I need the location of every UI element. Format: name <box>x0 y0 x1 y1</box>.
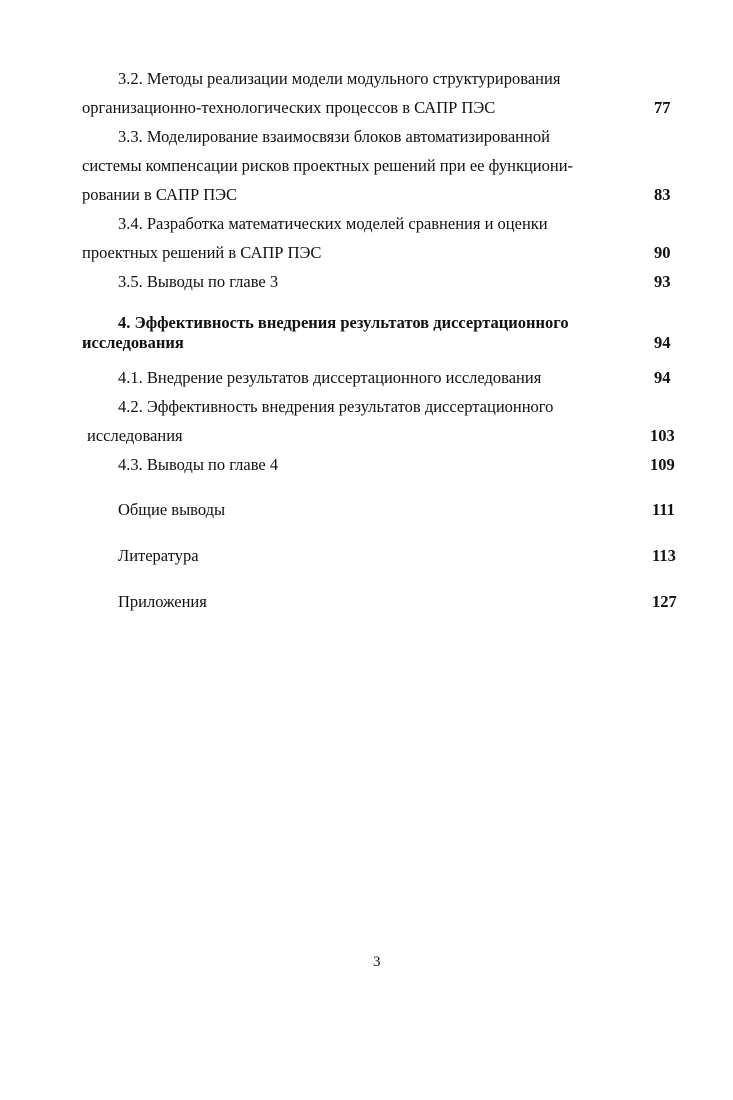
toc-3-3-page: 83 <box>654 185 671 204</box>
toc-chapter-4-line-1: 4. Эффективность внедрения результатов диссертационного <box>118 313 569 332</box>
toc-3-4-line-1: 3.4. Разработка математических моделей сравнения и оценки <box>118 214 548 233</box>
toc-3-5-page: 93 <box>654 272 671 291</box>
toc-literature: Литература <box>118 546 199 565</box>
toc-general-conclusions: Общие выводы <box>118 500 226 519</box>
toc-3-4-line-2: проектных решений в САПР ПЭС <box>82 243 322 262</box>
toc-literature-page: 113 <box>652 546 676 565</box>
toc-appendices: Приложения <box>118 592 207 611</box>
toc-appendices-page: 127 <box>652 592 677 611</box>
toc-chapter-4-page: 94 <box>654 333 671 352</box>
toc-4-1-page: 94 <box>654 368 671 387</box>
toc-4-1-line-1: 4.1. Внедрение результатов диссертационного исследования <box>118 368 542 387</box>
toc-chapter-4-line-2: исследования <box>82 333 184 352</box>
toc-4-3-line-1: 4.3. Выводы по главе 4 <box>118 455 279 474</box>
toc-4-2-page: 103 <box>650 426 675 445</box>
toc-3-5-line-1: 3.5. Выводы по главе 3 <box>118 272 279 291</box>
toc-3-3-line-1: 3.3. Моделирование взаимосвязи блоков автоматизированной <box>118 127 550 146</box>
toc-4-3-page: 109 <box>650 455 675 474</box>
toc-general-conclusions-page: 111 <box>652 500 675 519</box>
page-number: 3 <box>373 954 381 970</box>
toc-3-3-line-3: ровании в САПР ПЭС <box>82 185 238 204</box>
toc-3-4-page: 90 <box>654 243 671 262</box>
toc-4-2-line-2: исследования <box>87 426 183 445</box>
toc-4-2-line-1: 4.2. Эффективность внедрения результатов диссертационного <box>118 397 554 416</box>
toc-3-2-line-2: организационно-технологических процессов в САПР ПЭС <box>82 98 496 117</box>
toc-3-2-line-1: 3.2. Методы реализации модели модульного структурирования <box>118 69 561 88</box>
toc-3-3-line-2: системы компенсации рисков проектных решений при ее функциони- <box>82 156 574 175</box>
toc-3-2-page: 77 <box>654 98 671 117</box>
